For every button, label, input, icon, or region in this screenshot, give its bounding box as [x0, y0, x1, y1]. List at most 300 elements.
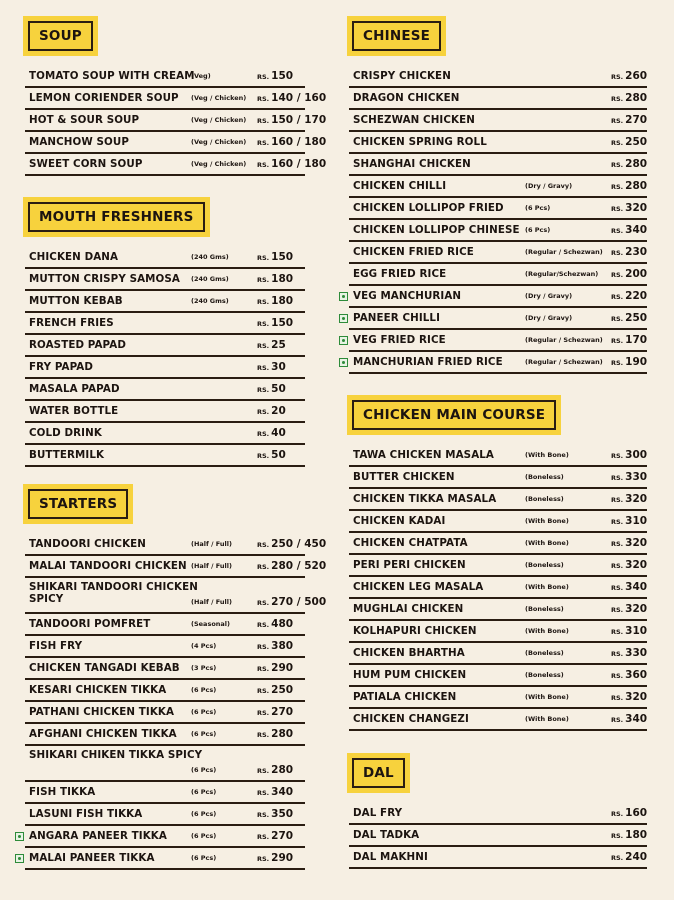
item-note: (With Bone) — [525, 451, 569, 459]
price-value: 280 — [625, 92, 648, 104]
price-value: 280 — [625, 158, 648, 170]
item-name: EGG FRIED RICE — [353, 268, 447, 280]
item-note: (With Bone) — [525, 583, 569, 591]
item-name: MALAI PANEER TIKKA — [29, 852, 155, 864]
item-price — [257, 158, 326, 170]
item-note: (6 Pcs) — [191, 730, 217, 738]
item-name: DAL TADKA — [353, 829, 420, 841]
item-note: (6 Pcs) — [191, 854, 217, 862]
price-value: 250 — [625, 136, 648, 148]
item-name: SHIKARI TANDOORI CHICKEN SPICY — [29, 581, 198, 605]
menu-item — [349, 643, 647, 665]
section-chicken-main-course — [349, 397, 647, 731]
section-header — [349, 397, 559, 433]
item-note: (With Bone) — [525, 715, 569, 723]
section-title: MOUTH FRESHNERS — [28, 202, 205, 232]
menu-item — [349, 445, 647, 467]
currency-label: RS. — [611, 694, 624, 702]
currency-label: RS. — [257, 833, 270, 841]
item-price — [257, 596, 326, 608]
price-value: 280 — [271, 728, 294, 740]
item-note: (Regular / Schezwan) — [525, 336, 603, 344]
item-price — [611, 268, 647, 280]
menu-item — [349, 577, 647, 599]
item-name: MANCHURIAN FRIED RICE — [353, 356, 503, 368]
currency-label: RS. — [611, 452, 624, 460]
price-value: 300 — [625, 449, 648, 461]
item-note: (6 Pcs) — [525, 204, 551, 212]
currency-label: RS. — [257, 452, 270, 460]
menu-item — [25, 423, 305, 445]
menu-item — [349, 489, 647, 511]
currency-label: RS. — [257, 687, 270, 695]
item-note: (Dry / Gravy) — [525, 182, 573, 190]
item-note: (Regular/Schezwan) — [525, 270, 599, 278]
price-value: 170 — [625, 334, 648, 346]
menu-item — [25, 110, 327, 132]
price-value: 340 — [625, 713, 648, 725]
item-price — [611, 92, 647, 104]
price-value: 150 / 170 — [271, 114, 327, 126]
item-note: (6 Pcs) — [191, 686, 217, 694]
currency-label: RS. — [257, 386, 270, 394]
item-name: PATHANI CHICKEN TIKKA — [29, 706, 175, 718]
price-value: 25 — [271, 339, 286, 351]
veg-mark-icon — [339, 336, 348, 345]
price-value: 330 — [625, 647, 648, 659]
veg-mark-icon — [15, 854, 24, 863]
menu-item — [25, 154, 327, 176]
menu-item — [349, 110, 647, 132]
currency-label: RS. — [611, 293, 624, 301]
currency-label: RS. — [257, 276, 270, 284]
price-value: 140 / 160 — [271, 92, 327, 104]
item-note: (Boneless) — [525, 671, 564, 679]
item-price — [257, 339, 286, 351]
section-starters — [25, 486, 327, 870]
price-value: 270 / 500 — [271, 596, 327, 608]
price-value: 320 — [625, 493, 648, 505]
price-value: 40 — [271, 427, 286, 439]
currency-label: RS. — [257, 789, 270, 797]
item-price — [257, 538, 326, 550]
item-note: (Dry / Gravy) — [525, 314, 573, 322]
price-value: 150 — [271, 251, 294, 263]
price-value: 290 — [271, 852, 294, 864]
item-note: (Veg / Chicken) — [191, 160, 247, 168]
menu-item — [349, 621, 647, 643]
price-value: 280 — [271, 764, 294, 776]
menu-item — [349, 665, 647, 687]
item-name: MALAI TANDOORI CHICKEN — [29, 560, 187, 572]
currency-label: RS. — [611, 518, 624, 526]
item-note: (Boneless) — [525, 473, 564, 481]
item-note: (Half / Full) — [191, 598, 232, 606]
currency-label: RS. — [257, 408, 270, 416]
item-list — [349, 803, 647, 869]
item-note: (4 Pcs) — [191, 642, 217, 650]
price-value: 280 / 520 — [271, 560, 327, 572]
menu-item — [349, 198, 647, 220]
item-name: CHICKEN TIKKA MASALA — [353, 493, 497, 505]
menu-item — [349, 352, 647, 374]
item-note: (240 Gms) — [191, 275, 229, 283]
menu-item — [349, 132, 647, 154]
menu-item — [349, 803, 647, 825]
item-name: MUTTON CRISPY SAMOSA — [29, 273, 180, 285]
item-name: LEMON CORIENDER SOUP — [29, 92, 179, 104]
item-price — [611, 691, 647, 703]
menu-item — [349, 847, 647, 869]
price-value: 320 — [625, 537, 648, 549]
currency-label: RS. — [257, 161, 270, 169]
currency-label: RS. — [611, 628, 624, 636]
item-note: (3 Pcs) — [191, 664, 217, 672]
item-name: SWEET CORN SOUP — [29, 158, 143, 170]
section-header — [25, 199, 208, 235]
menu-item — [349, 709, 647, 731]
item-price — [257, 251, 293, 263]
menu-item — [349, 599, 647, 621]
item-price — [611, 449, 647, 461]
item-price — [257, 684, 293, 696]
item-price — [257, 852, 293, 864]
item-price — [257, 706, 293, 718]
item-name: MANCHOW SOUP — [29, 136, 129, 148]
currency-label: RS. — [257, 254, 270, 262]
item-price — [611, 581, 647, 593]
item-list — [25, 247, 305, 467]
item-note: (Regular / Schezwan) — [525, 358, 603, 366]
menu-item — [349, 176, 647, 198]
section-mouth-freshners — [25, 199, 305, 467]
item-name: FISH TIKKA — [29, 786, 96, 798]
menu-item — [349, 467, 647, 489]
item-name: PANEER CHILLI — [353, 312, 441, 324]
price-value: 350 — [271, 808, 294, 820]
currency-label: RS. — [257, 117, 270, 125]
menu-item — [25, 578, 327, 614]
item-note: (Half / Full) — [191, 562, 232, 570]
item-list — [25, 534, 327, 870]
item-price — [257, 786, 293, 798]
price-value: 380 — [271, 640, 294, 652]
item-name: FRENCH FRIES — [29, 317, 114, 329]
price-value: 180 — [625, 829, 648, 841]
currency-label: RS. — [611, 496, 624, 504]
item-note: (6 Pcs) — [525, 226, 551, 234]
price-value: 320 — [625, 691, 648, 703]
item-name: WATER BOTTLE — [29, 405, 119, 417]
item-note: (Veg / Chicken) — [191, 138, 247, 146]
currency-label: RS. — [257, 139, 270, 147]
item-note: (With Bone) — [525, 539, 569, 547]
currency-label: RS. — [257, 364, 270, 372]
section-title: STARTERS — [28, 489, 128, 519]
item-name: TOMATO SOUP WITH CREAM — [29, 70, 195, 82]
item-note: (With Bone) — [525, 627, 569, 635]
currency-label: RS. — [611, 183, 624, 191]
menu-item — [25, 826, 305, 848]
currency-label: RS. — [257, 855, 270, 863]
currency-label: RS. — [611, 95, 624, 103]
menu-item — [349, 330, 647, 352]
item-name: DAL FRY — [353, 807, 403, 819]
item-name: DRAGON CHICKEN — [353, 92, 460, 104]
veg-mark-icon — [339, 314, 348, 323]
currency-label: RS. — [257, 73, 270, 81]
item-name: CHICKEN TANGADI KEBAB — [29, 662, 180, 674]
price-value: 150 — [271, 70, 294, 82]
currency-label: RS. — [257, 342, 270, 350]
item-price — [257, 830, 293, 842]
menu-item — [349, 511, 647, 533]
price-value: 320 — [625, 202, 648, 214]
section-title: SOUP — [28, 21, 93, 51]
item-name: PATIALA CHICKEN — [353, 691, 457, 703]
item-price — [257, 295, 293, 307]
item-note: (Veg) — [191, 72, 211, 80]
currency-label: RS. — [611, 249, 624, 257]
item-note: (6 Pcs) — [191, 832, 217, 840]
item-price — [257, 728, 293, 740]
item-price — [611, 224, 647, 236]
item-name: PERI PERI CHICKEN — [353, 559, 466, 571]
currency-label: RS. — [611, 716, 624, 724]
item-note: (Boneless) — [525, 605, 564, 613]
item-name: SCHEZWAN CHICKEN — [353, 114, 475, 126]
item-name: CHICKEN CHILLI — [353, 180, 447, 192]
currency-label: RS. — [611, 117, 624, 125]
item-name: ROASTED PAPAD — [29, 339, 126, 351]
item-name: VEG MANCHURIAN — [353, 290, 462, 302]
item-name: CHICKEN LEG MASALA — [353, 581, 484, 593]
item-price — [611, 158, 647, 170]
item-name: CHICKEN DANA — [29, 251, 119, 263]
item-price — [611, 669, 647, 681]
menu-item — [349, 308, 647, 330]
item-name: CHICKEN CHATPATA — [353, 537, 468, 549]
price-value: 230 — [625, 246, 648, 258]
price-value: 50 — [271, 449, 286, 461]
currency-label: RS. — [611, 73, 624, 81]
menu-item — [349, 286, 647, 308]
item-price — [611, 70, 647, 82]
price-value: 270 — [625, 114, 648, 126]
menu-item — [349, 66, 647, 88]
item-price — [257, 114, 326, 126]
item-price — [611, 713, 647, 725]
menu-item — [349, 825, 647, 847]
currency-label: RS. — [257, 811, 270, 819]
item-price — [257, 449, 286, 461]
menu-item — [25, 804, 305, 826]
item-price — [611, 559, 647, 571]
currency-label: RS. — [257, 430, 270, 438]
item-name: KOLHAPURI CHICKEN — [353, 625, 477, 637]
currency-label: RS. — [257, 643, 270, 651]
item-price — [257, 640, 293, 652]
menu-item — [25, 848, 305, 870]
currency-label: RS. — [611, 359, 624, 367]
currency-label: RS. — [611, 205, 624, 213]
item-price — [611, 312, 647, 324]
currency-label: RS. — [611, 606, 624, 614]
item-name: LASUNI FISH TIKKA — [29, 808, 143, 820]
item-list — [349, 66, 647, 374]
price-value: 180 — [271, 295, 294, 307]
item-note: (Dry / Gravy) — [525, 292, 573, 300]
item-note: (With Bone) — [525, 517, 569, 525]
menu-item — [25, 782, 305, 804]
price-value: 160 / 180 — [271, 136, 327, 148]
price-value: 160 / 180 — [271, 158, 327, 170]
currency-label: RS. — [611, 474, 624, 482]
price-value: 480 — [271, 618, 294, 630]
item-name: CHICKEN LOLLIPOP CHINESE — [353, 224, 520, 236]
price-value: 320 — [625, 603, 648, 615]
menu-item — [25, 357, 305, 379]
menu-item — [25, 556, 327, 578]
price-value: 270 — [271, 706, 294, 718]
price-value: 310 — [625, 515, 648, 527]
item-price — [257, 70, 293, 82]
currency-label: RS. — [611, 337, 624, 345]
item-name: BUTTER CHICKEN — [353, 471, 455, 483]
menu-item — [349, 88, 647, 110]
currency-label: RS. — [257, 95, 270, 103]
item-price — [257, 560, 326, 572]
item-name: HUM PUM CHICKEN — [353, 669, 467, 681]
currency-label: RS. — [611, 271, 624, 279]
section-soup — [25, 18, 327, 176]
item-name: TANDOORI CHICKEN — [29, 538, 147, 550]
currency-label: RS. — [257, 563, 270, 571]
item-note: (Regular / Schezwan) — [525, 248, 603, 256]
section-header — [25, 18, 96, 54]
currency-label: RS. — [611, 540, 624, 548]
price-value: 150 — [271, 317, 294, 329]
item-note: (Boneless) — [525, 561, 564, 569]
currency-label: RS. — [611, 854, 624, 862]
item-price — [257, 764, 293, 776]
price-value: 160 — [625, 807, 648, 819]
item-name: CHICKEN BHARTHA — [353, 647, 465, 659]
item-note: (Veg / Chicken) — [191, 94, 247, 102]
item-price — [257, 618, 293, 630]
item-note: (Boneless) — [525, 495, 564, 503]
menu-item — [25, 636, 305, 658]
item-price — [611, 471, 647, 483]
item-name: FRY PAPAD — [29, 361, 94, 373]
price-value: 270 — [271, 830, 294, 842]
item-note: (6 Pcs) — [191, 810, 217, 818]
currency-label: RS. — [611, 650, 624, 658]
menu-item — [25, 88, 327, 110]
menu-item — [25, 702, 305, 724]
item-name: CHICKEN FRIED RICE — [353, 246, 474, 258]
item-name: HOT & SOUR SOUP — [29, 114, 140, 126]
item-price — [257, 361, 286, 373]
item-price — [257, 273, 293, 285]
item-note: (240 Gms) — [191, 253, 229, 261]
item-price — [611, 625, 647, 637]
item-name: CHICKEN LOLLIPOP FRIED — [353, 202, 504, 214]
section-title: CHICKEN MAIN COURSE — [352, 400, 556, 430]
currency-label: RS. — [257, 709, 270, 717]
item-name: MASALA PAPAD — [29, 383, 120, 395]
item-name: MUTTON KEBAB — [29, 295, 123, 307]
menu-item — [25, 132, 327, 154]
menu-item — [25, 247, 305, 269]
menu-item — [349, 154, 647, 176]
section-dal — [349, 755, 647, 869]
menu-item — [25, 291, 305, 313]
item-note: (Seasonal) — [191, 620, 230, 628]
item-price — [257, 136, 326, 148]
item-note: (6 Pcs) — [191, 708, 217, 716]
item-price — [611, 136, 647, 148]
menu-item — [349, 533, 647, 555]
menu-item — [25, 658, 305, 680]
item-price — [257, 383, 286, 395]
menu-item — [349, 555, 647, 577]
currency-label: RS. — [257, 320, 270, 328]
price-value: 290 — [271, 662, 294, 674]
item-note: (Half / Full) — [191, 540, 232, 548]
veg-mark-icon — [339, 358, 348, 367]
price-value: 340 — [271, 786, 294, 798]
currency-label: RS. — [611, 672, 624, 680]
veg-mark-icon — [15, 832, 24, 841]
item-price — [611, 114, 647, 126]
menu-item — [25, 534, 327, 556]
item-note: (Veg / Chicken) — [191, 116, 247, 124]
currency-label: RS. — [611, 227, 624, 235]
price-value: 280 — [625, 180, 648, 192]
item-price — [257, 317, 293, 329]
currency-label: RS. — [257, 541, 270, 549]
item-price — [611, 202, 647, 214]
price-value: 320 — [625, 559, 648, 571]
item-name: COLD DRINK — [29, 427, 102, 439]
item-name: CHICKEN KADAI — [353, 515, 446, 527]
menu-item — [25, 401, 305, 423]
item-note: (6 Pcs) — [191, 766, 217, 774]
section-header — [25, 486, 131, 522]
section-header — [349, 18, 444, 54]
price-value: 310 — [625, 625, 648, 637]
item-price — [611, 807, 647, 819]
item-note: (Boneless) — [525, 649, 564, 657]
item-name: ANGARA PANEER TIKKA — [29, 830, 167, 842]
currency-label: RS. — [611, 315, 624, 323]
item-price — [611, 334, 647, 346]
price-value: 220 — [625, 290, 648, 302]
item-name: MUGHLAI CHICKEN — [353, 603, 464, 615]
item-price — [611, 246, 647, 258]
currency-label: RS. — [257, 621, 270, 629]
price-value: 340 — [625, 581, 648, 593]
item-name: SHANGHAI CHICKEN — [353, 158, 471, 170]
currency-label: RS. — [257, 599, 270, 607]
item-list — [25, 66, 327, 176]
item-name: TAWA CHICKEN MASALA — [353, 449, 494, 461]
menu-item — [25, 614, 305, 636]
currency-label: RS. — [257, 665, 270, 673]
item-price — [611, 290, 647, 302]
menu-item — [25, 379, 305, 401]
